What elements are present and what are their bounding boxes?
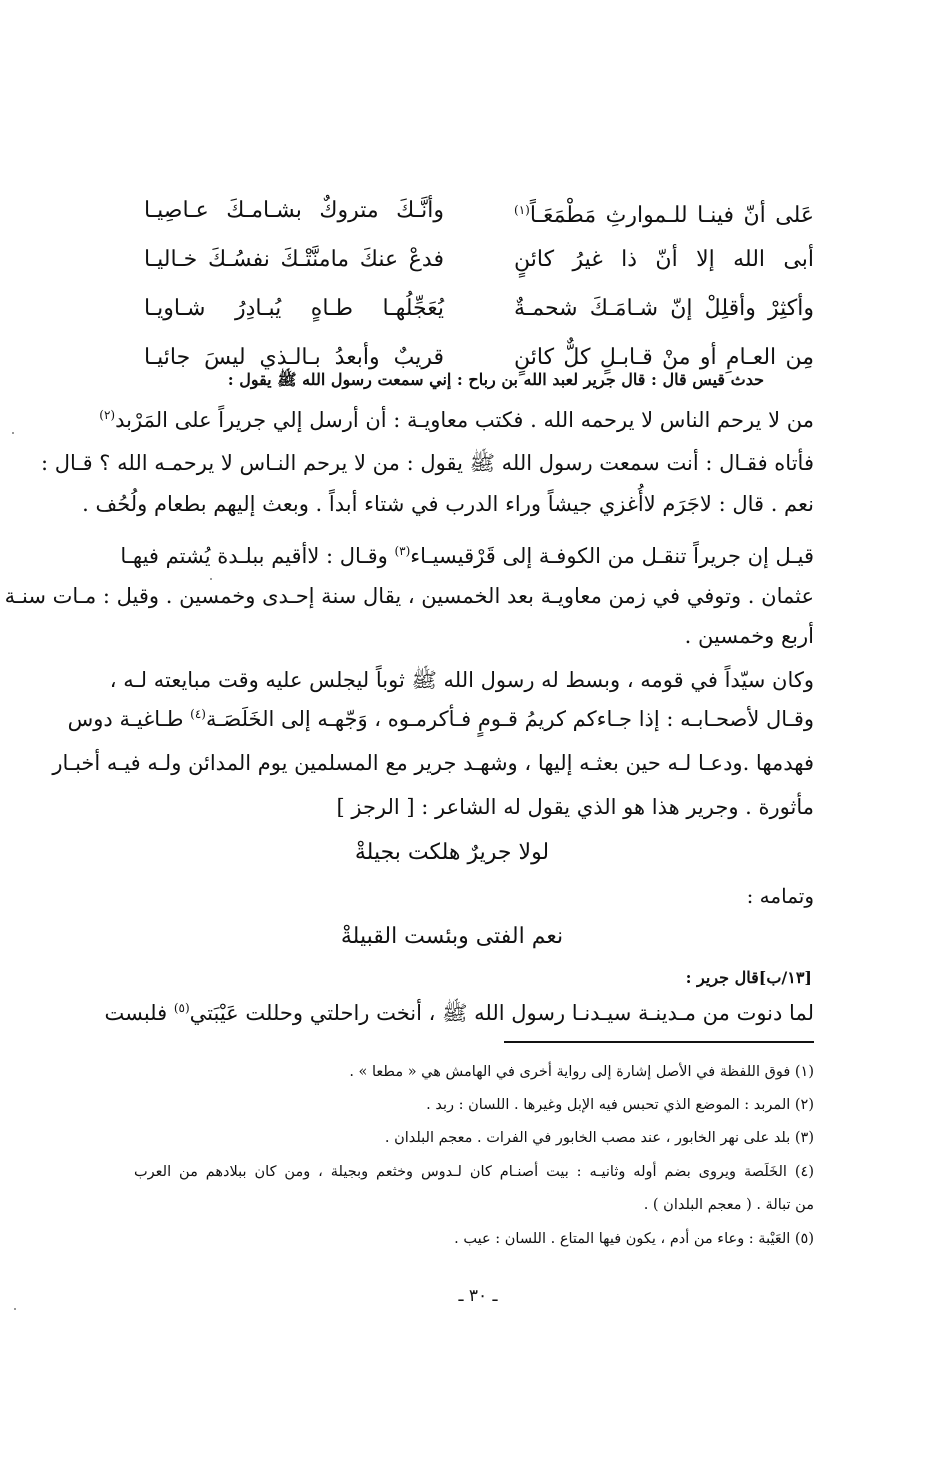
poem-first-hemistich: مِن العـامِ أو منْ قـابـلٍ كلٌّ كائنٍ: [514, 345, 814, 370]
poem-second-hemistich: فدعْ عنكَ مامنَّتْـكَ نفسُـكَ خـاليـا: [144, 247, 444, 272]
footnote: (٥) العَيْبة : وعاء من أدم ، يكون فيها المتاع . اللسان : عيب .: [454, 1231, 814, 1247]
poem-second-hemistich: يُعَجِّلُهـا طـاهٍ يُبـادِرُ شـاويـا: [144, 296, 444, 321]
poem-second-hemistich: وأنَّـكَ متروكٌ بشـامـكَ عـاصِيـا: [144, 198, 444, 223]
poem-first-hemistich: أبى الله إلا أنّ ذا غيرُ كائنٍ: [514, 247, 814, 272]
hadith-narration-heading: حدث قيس قال : قال جرير لعبد الله بن رباح : إني سمعت رسول الله ﷺ يقول :: [227, 370, 764, 389]
poem-line: [144, 235, 814, 284]
page-number: ـ ٣٠ ـ: [458, 1286, 498, 1306]
footnote-separator: [504, 1041, 814, 1043]
paragraph-line: من لا يرحم الناس لا يرحمه الله . فكتب معاويـة : أن أرسل إلي جريراً على المَرْبد$^{(٢)}$: [99, 408, 814, 432]
continuation-label: وتمامه :: [746, 884, 814, 908]
paragraph-line: مأثورة . وجرير هذا هو الذي يقول له الشاعر : [ الرجز ]: [336, 795, 814, 819]
poem-line: [144, 186, 814, 235]
paragraph-line: وكان سيّداً في قومه ، وبسط له رسول الله ﷺ ثوباً ليجلس عليه وقت مبايعته لـه ،: [109, 668, 814, 692]
paragraph-line: قيـل إن جريراً تنقـل من الكوفـة إلى قَرْقيسيـاء$^{(٣)}$ وقـال : لاأقيم ببلـدة يُشتم فيهـا: [120, 544, 814, 568]
footnote: (٢) المربد : الموضع الذي تحبس فيه الإبل وغيرها . اللسان : ربد .: [426, 1097, 814, 1113]
paragraph-line: أربع وخمسين .: [684, 624, 814, 648]
footnote: (٤) الخَلَصة ويروى بضم أوله وثانيـه : بيت أصنـام كان لـدوس وخثعم وبجيلة ، ومن كان ببلادهم من العرب: [134, 1164, 814, 1180]
scan-speck: [210, 578, 212, 580]
paragraph-line: فأتاه فقـال : أنت سمعت رسول الله ﷺ يقول : من لا يرحم النـاس لا يرحمـه الله ؟ قـال :: [41, 451, 814, 475]
poem-block: [144, 186, 814, 382]
footnote: (٣) بلد على نهر الخابور ، عند مصب الخابور في الفرات . معجم البلدان .: [384, 1130, 814, 1146]
scan-speck: [12, 432, 14, 434]
paragraph-line: نعم . قال : لاجَرَم لاأُغزي جيشاً وراء الدرب في شتاء أبداً . وبعث إليهم بطعام ولُحُف .: [82, 492, 814, 516]
paragraph-line: عثمان . وتوفي في زمن معاويـة بعد الخمسين ، يقال سنة إحـدى وخمسين . وقيل : مـات سنـة: [4, 584, 814, 608]
poem-first-hemistich: عَلى أنّ فينـا للـموارثِ مَطْمَعَـاً$^{(١)}$: [514, 203, 814, 228]
poem-first-hemistich: وأكثِرْ وأقلِلْ إنّ شـامَـكَ شحمـةٌ: [514, 296, 814, 321]
verse-line: لولا جريرٌ هلكت بجيلةْ: [354, 840, 550, 865]
footnote-continuation: من تبالة . ( معجم البلدان ) .: [643, 1197, 814, 1213]
poem-line: [144, 284, 814, 333]
folio-marker: [١٣/ب]قال جرير :: [685, 968, 812, 987]
poem-second-hemistich: قريبٌ وأبعدُ بـالـذي ليسَ جائيـا: [144, 345, 444, 370]
paragraph-line: وقـال لأصحـابـه : إذا جـاءكم كريمُ قـومٍ فـأكرمـوه ، وَجّهـه إلى الخَلَصَـة$^{(٤)}$ طـاغيـة دوس: [67, 707, 814, 731]
scan-speck: [14, 1308, 16, 1310]
verse-line: نعم الفتى وبئست القبيلةْ: [340, 924, 564, 949]
footnote: (١) فوق اللفظة في الأصل إشارة إلى رواية أخرى في الهامش هي « مطعا » .: [349, 1064, 814, 1080]
paragraph-line: فهدمها .ودعـا لـه حين بعثـه إليها ، وشهـد جرير مع المسلمين يوم المدائن ولـه فيـه أخبـار: [52, 751, 814, 775]
paragraph-line: لما دنوت من مـدينـة سيـدنـا رسول الله ﷺ ، أنخت راحلتي وحللت عَيْبَتي$^{(٥)}$ فلبست: [104, 1001, 814, 1025]
